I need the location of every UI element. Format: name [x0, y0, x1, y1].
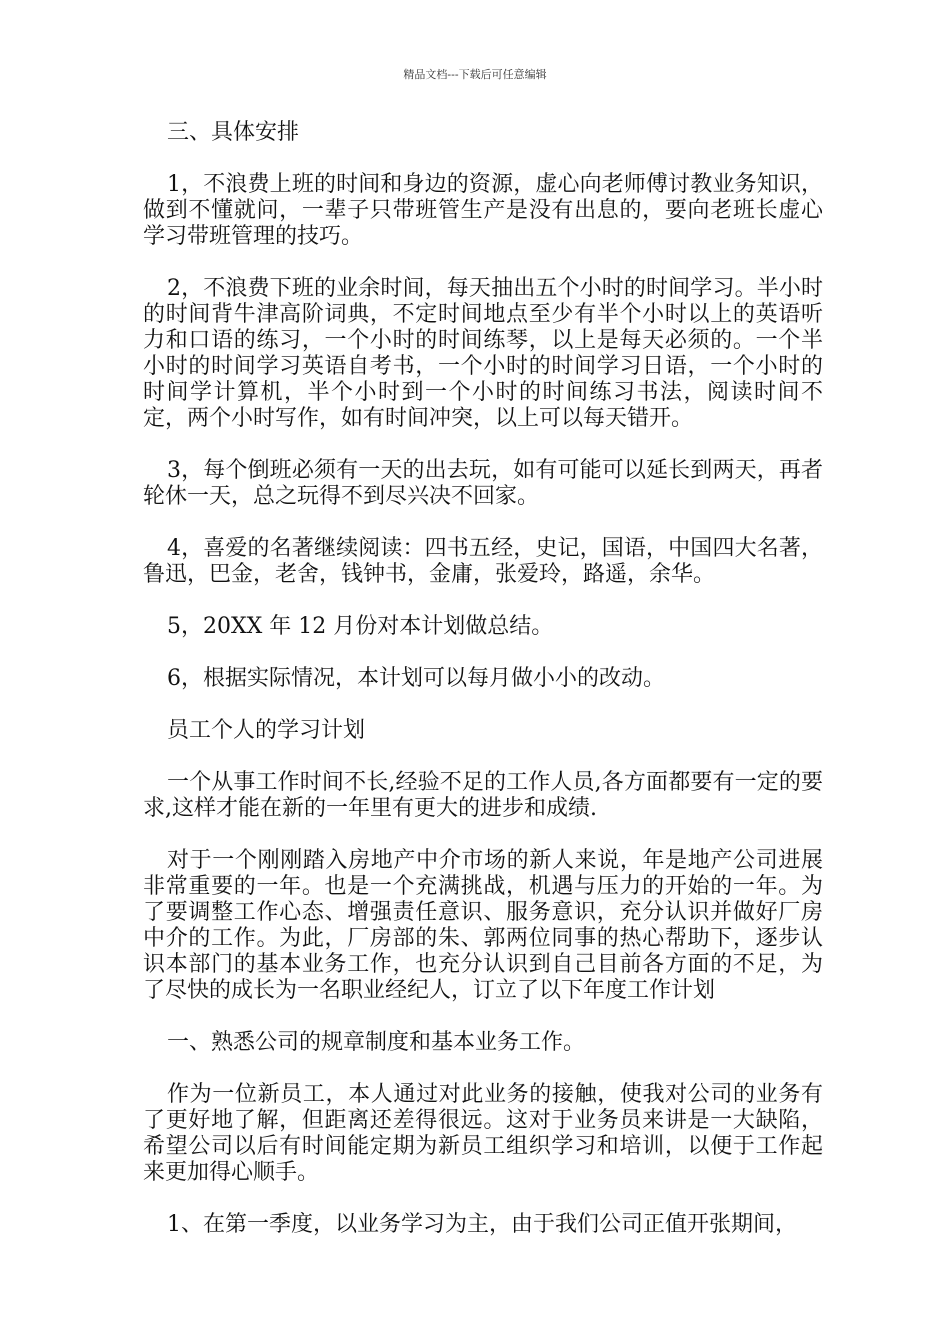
section-heading-rules-and-business: 一、熟悉公司的规章制度和基本业务工作。 — [167, 1030, 586, 1055]
page-header: 精品文档---下载后可任意编辑 — [403, 68, 547, 81]
section-heading-specific-arrangement: 三、具体安排 — [167, 120, 300, 145]
list-item-1: 1，不浪费上班的时间和身边的资源，虚心向老师傅讨教业务知识，做到不懂就问，一辈子只带班管生产是没有出息的，要向老班长虚心学习带班管理的技巧。 — [143, 172, 823, 249]
list-item-first-quarter: 1、在第一季度，以业务学习为主，由于我们公司正值开张期间， — [167, 1212, 797, 1237]
list-item-4: 4，喜爱的名著继续阅读：四书五经，史记，国语，中国四大名著，鲁迅，巴金，老舍，钱钟书，金庸，张爱玲，路遥，余华。 — [143, 536, 823, 587]
body-paragraph: 一个从事工作时间不长,经验不足的工作人员,各方面都要有一定的要求,这样才能在新的一年里有更大的进步和成绩. — [143, 770, 823, 821]
section-title-employee-study-plan: 员工个人的学习计划 — [167, 718, 366, 743]
list-item-5: 5，20XX 年 12 月份对本计划做总结。 — [167, 614, 554, 639]
list-item-2: 2，不浪费下班的业余时间，每天抽出五个小时的时间学习。半小时的时间背牛津高阶词典，不定时间地点至少有半个小时以上的英语听力和口语的练习，一个小时的时间练琴，以上是每天必须的。一个半小时的时间学习英语自考书，一个小时的时间学习日语，一个小时的时间学计算机，半个小时到一个小时的时间练习书法，阅读时间不定，两个小时写作，如有时间冲突，以上可以每天错开。 — [143, 276, 823, 431]
list-item-6: 6，根据实际情况，本计划可以每月做小小的改动。 — [167, 666, 665, 691]
list-item-3: 3，每个倒班必须有一天的出去玩，如有可能可以延长到两天，再者轮休一天，总之玩得不到尽兴决不回家。 — [143, 458, 823, 509]
document-body — [143, 120, 823, 1264]
body-paragraph: 对于一个刚刚踏入房地产中介市场的新人来说，年是地产公司进展非常重要的一年。也是一个充满挑战，机遇与压力的开始的一年。为了要调整工作心态、增强责任意识、服务意识，充分认识并做好厂房中介的工作。为此，厂房部的朱、郭两位同事的热心帮助下，逐步认识本部门的基本业务工作，也充分认识到自己目前各方面的不足，为了尽快的成长为一名职业经纪人，订立了以下年度工作计划 — [143, 848, 823, 1003]
body-paragraph: 作为一位新员工，本人通过对此业务的接触，使我对公司的业务有了更好地了解，但距离还差得很远。这对于业务员来讲是一大缺陷，希望公司以后有时间能定期为新员工组织学习和培训，以便于工作起来更加得心顺手。 — [143, 1082, 823, 1185]
